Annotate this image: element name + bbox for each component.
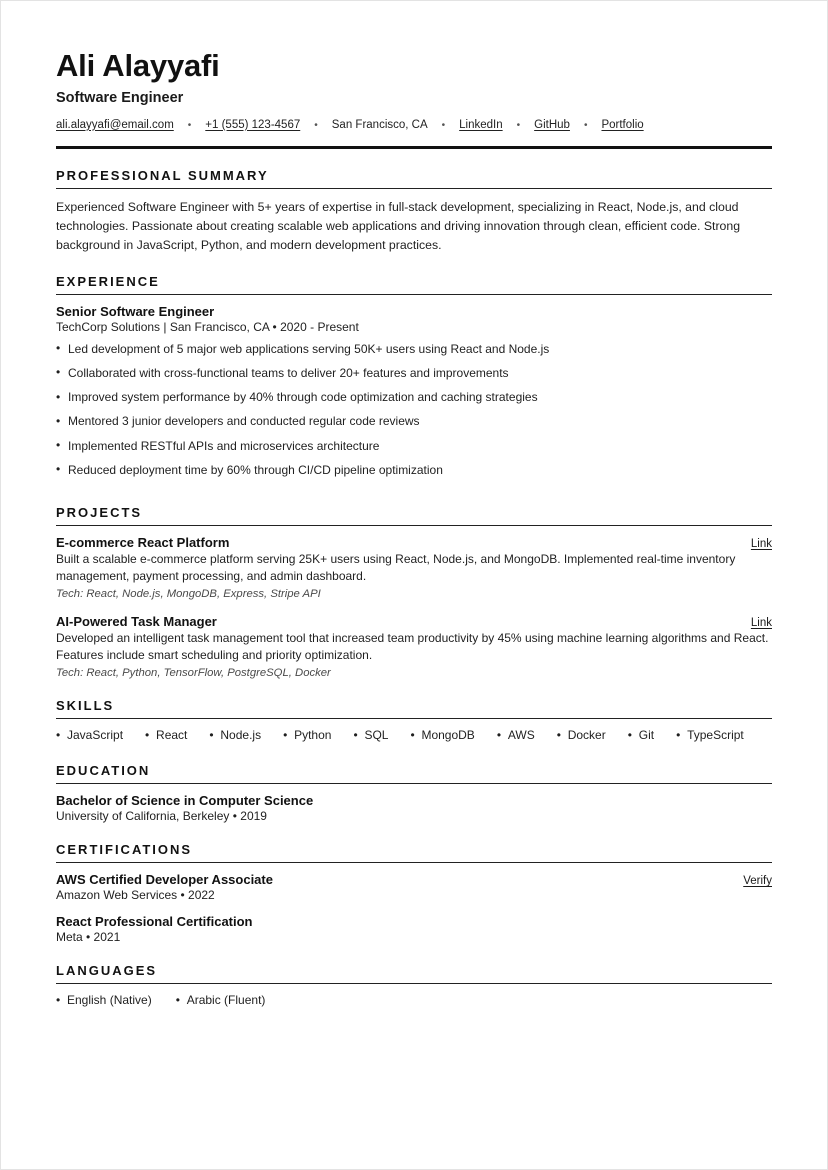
experience-bullet: • Collaborated with cross-functional teams to deliver 20+ features and improvements [56, 365, 772, 381]
section-heading-education: EDUCATION [56, 763, 151, 779]
experience-bullet: • Mentored 3 junior developers and conducted regular code reviews [56, 413, 772, 429]
section-professional-summary [56, 149, 772, 255]
certification-entry [56, 872, 772, 902]
experience-company-meta: TechCorp Solutions | San Francisco, CA • 2020 - Present [56, 319, 359, 334]
project-entry [56, 535, 772, 600]
certification-verify-link[interactable]: Verify [743, 875, 772, 888]
contact-location: San Francisco, CA [331, 118, 428, 131]
certification-name: React Professional Certification [56, 914, 253, 930]
contact-separator-dot: • [187, 119, 192, 131]
experience-bullet: • Improved system performance by 40% through code optimization and caching strategies [56, 389, 772, 405]
contact-github[interactable]: GitHub [534, 118, 570, 131]
contact-separator-dot: • [441, 119, 446, 131]
experience-bullet: • Implemented RESTful APIs and microservices architecture [56, 438, 772, 454]
projects-list [56, 535, 772, 679]
certification-name: AWS Certified Developer Associate [56, 872, 273, 888]
experience-bullet: • Reduced deployment time by 60% through CI/CD pipeline optimization [56, 462, 772, 478]
project-header-row [56, 614, 772, 629]
project-link[interactable]: Link [750, 616, 772, 629]
contact-portfolio[interactable]: Portfolio [601, 118, 644, 131]
section-divider [56, 862, 772, 863]
section-divider [56, 188, 772, 189]
languages-list [56, 993, 772, 1007]
certification-issuer-meta: Amazon Web Services • 2022 [56, 888, 215, 903]
education-school-meta: University of California, Berkeley • 2019 [56, 809, 267, 824]
section-heading-projects: PROJECTS [56, 504, 143, 520]
skill-item: • JavaScript [56, 728, 123, 742]
skill-item: • TypeScript [676, 728, 744, 742]
project-name: AI-Powered Task Manager [56, 613, 217, 629]
project-name: E-commerce React Platform [56, 534, 230, 550]
project-link[interactable]: Link [750, 537, 772, 550]
section-education [56, 744, 772, 823]
project-tech-stack: Tech: React, Python, TensorFlow, PostgreSQL, Docker [56, 667, 331, 680]
contact-phone[interactable]: +1 (555) 123-4567 [205, 118, 301, 131]
skill-item: • SQL [353, 728, 388, 742]
skill-item: • React [145, 728, 187, 742]
section-experience [56, 255, 772, 478]
certification-header-row [56, 914, 772, 930]
section-heading-summary: PROFESSIONAL SUMMARY [56, 167, 269, 183]
contact-linkedin[interactable]: LinkedIn [459, 118, 503, 131]
skill-item: • Node.js [209, 728, 261, 742]
skills-list [56, 728, 772, 744]
experience-bullets [56, 341, 772, 478]
project-description: Built a scalable e-commerce platform serving 25K+ users using React, Node.js, and MongoDB. Implemented real-time inventory management, payment processing, and admin dashboard. [56, 551, 736, 583]
summary-text: Experienced Software Engineer with 5+ years of expertise in full-stack development, specializing in React, Node.js, and cloud technologies. Passionate about creating scalable web applications and driving innovation through clean, efficient code. Strong background in JavaScript, Python, and modern development practices. [56, 199, 741, 252]
section-divider [56, 983, 772, 984]
section-certifications [56, 823, 772, 944]
header-job-title: Software Engineer [56, 89, 184, 106]
section-heading-languages: LANGUAGES [56, 963, 158, 979]
language-item: • English (Native) [56, 993, 152, 1007]
education-list [56, 793, 772, 823]
experience-list [56, 304, 772, 478]
section-projects [56, 486, 772, 679]
education-entry [56, 793, 772, 823]
certifications-list [56, 872, 772, 944]
contact-separator-dot: • [516, 119, 521, 131]
skill-item: • Git [628, 728, 654, 742]
skill-item: • Docker [557, 728, 606, 742]
section-divider [56, 294, 772, 295]
section-divider [56, 525, 772, 526]
skill-item: • MongoDB [410, 728, 474, 742]
contact-email[interactable]: ali.alayyafi@email.com [56, 118, 174, 131]
resume-header [56, 49, 772, 149]
section-skills [56, 679, 772, 744]
certification-header-row [56, 872, 772, 888]
section-divider [56, 718, 772, 719]
section-divider [56, 783, 772, 784]
section-heading-experience: EXPERIENCE [56, 273, 160, 289]
page-title: Ali Alayyafi [56, 48, 220, 83]
experience-role: Senior Software Engineer [56, 303, 215, 319]
experience-entry [56, 304, 772, 478]
experience-bullet: • Led development of 5 major web applications serving 50K+ users using React and Node.js [56, 341, 772, 357]
contact-separator-dot: • [314, 119, 318, 131]
project-tech-stack: Tech: React, Node.js, MongoDB, Express, Stripe API [56, 587, 321, 600]
skill-item: • Python [283, 728, 331, 742]
section-heading-skills: SKILLS [56, 698, 115, 714]
skill-item: • AWS [497, 728, 535, 742]
language-item: • Arabic (Fluent) [176, 993, 266, 1007]
section-heading-certifications: CERTIFICATIONS [56, 842, 193, 858]
project-header-row [56, 535, 772, 550]
certification-entry [56, 914, 772, 944]
contact-separator-dot: • [583, 119, 588, 131]
certification-issuer-meta: Meta • 2021 [56, 930, 121, 945]
project-description: Developed an intelligent task management tool that increased team productivity by 45% using machine learning algorithms and React. Features include smart scheduling and priority optimization. [56, 630, 769, 663]
contact-info-row [56, 118, 772, 133]
education-degree: Bachelor of Science in Computer Science [56, 793, 314, 809]
section-languages [56, 944, 772, 1007]
project-entry [56, 614, 772, 679]
